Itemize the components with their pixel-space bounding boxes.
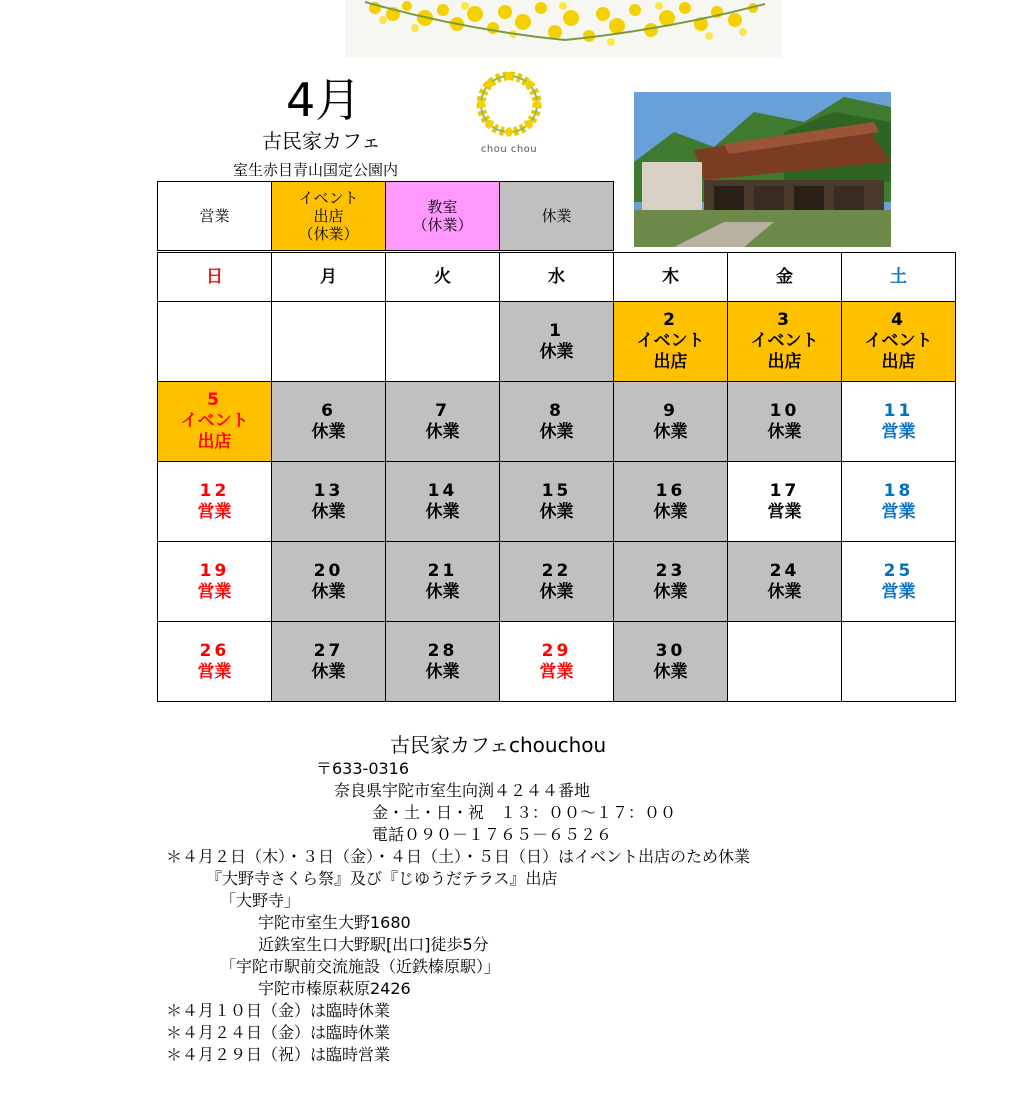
day-status: イベント 出店	[750, 331, 819, 372]
day-number: 24	[769, 560, 800, 581]
day-cell-14	[386, 462, 500, 542]
day-status: 営業	[539, 661, 574, 682]
week-row	[158, 542, 956, 622]
day-cell-9	[614, 382, 728, 462]
day-number: 9	[663, 400, 678, 421]
day-cell-24	[728, 542, 842, 622]
cafe-logo	[472, 66, 546, 162]
weekday-0	[158, 253, 272, 302]
day-number: 7	[435, 400, 450, 421]
info-note-closed-10: ＊４月１０日（金）は臨時休業	[166, 1001, 391, 1020]
day-status: 休業	[653, 581, 688, 602]
day-cell-22	[500, 542, 614, 622]
day-number: 10	[769, 400, 800, 421]
day-cell-11	[842, 382, 956, 462]
legend-closed	[500, 182, 614, 251]
day-number: 3	[777, 310, 792, 330]
weekday-6	[842, 253, 956, 302]
day-number: 17	[769, 480, 800, 501]
day-status: 営業	[881, 581, 916, 602]
day-status: 休業	[767, 581, 802, 602]
legend-class-label: 教室 （休業）	[412, 198, 473, 234]
day-cell-18	[842, 462, 956, 542]
mimosa-banner	[345, 0, 782, 57]
info-title: 古民家カフェchouchou	[390, 733, 607, 757]
day-cell-26	[158, 622, 272, 702]
day-number: 6	[321, 400, 336, 421]
day-cell-2	[614, 302, 728, 382]
day-status: イベント 出店	[864, 331, 933, 372]
weekday-label: 火	[434, 266, 451, 287]
weekday-label: 土	[890, 266, 907, 287]
weekday-label: 日	[206, 266, 223, 287]
day-status: イベント 出店	[636, 331, 705, 372]
empty-day-cell	[386, 302, 500, 382]
day-cell-19	[158, 542, 272, 622]
cafe-name: 古民家カフェ	[262, 129, 381, 153]
empty-day-cell	[272, 302, 386, 382]
day-number: 22	[541, 560, 572, 581]
info-venue1-access: 近鉄室生口大野駅[出口]徒歩5分	[258, 935, 489, 954]
empty-day-cell	[842, 622, 956, 702]
weekday-1	[272, 253, 386, 302]
day-cell-23	[614, 542, 728, 622]
day-number: 14	[427, 480, 458, 501]
day-status: 営業	[881, 421, 916, 442]
info-note-closed-24: ＊４月２４日（金）は臨時休業	[166, 1023, 391, 1042]
day-cell-3	[728, 302, 842, 382]
day-number: 27	[313, 640, 344, 661]
weekday-label: 水	[548, 266, 565, 287]
day-number: 26	[199, 640, 230, 661]
legend-closed-label: 休業	[541, 207, 572, 225]
day-cell-7	[386, 382, 500, 462]
day-cell-13	[272, 462, 386, 542]
weekday-2	[386, 253, 500, 302]
day-number: 19	[199, 560, 230, 581]
info-hours: 金・土・日・祝 １３：００～１７：００	[372, 803, 677, 822]
info-phone: 電話０９０－１７６５－６５２６	[372, 825, 613, 844]
day-cell-29	[500, 622, 614, 702]
day-status: 休業	[311, 501, 346, 522]
day-cell-8	[500, 382, 614, 462]
day-cell-30	[614, 622, 728, 702]
day-number: 5	[207, 390, 222, 410]
day-status: 休業	[539, 421, 574, 442]
info-note-event: ＊４月２日（木）・３日（金）・４日（土）・５日（日）はイベント出店のため休業	[166, 847, 751, 866]
week-row	[158, 302, 956, 382]
day-number: 21	[427, 560, 458, 581]
legend-event	[272, 182, 386, 251]
day-cell-1	[500, 302, 614, 382]
day-cell-28	[386, 622, 500, 702]
day-number: 29	[541, 640, 572, 661]
weekday-3	[500, 253, 614, 302]
legend-event-label: イベント 出店 （休業）	[298, 189, 359, 243]
day-cell-10	[728, 382, 842, 462]
day-cell-5	[158, 382, 272, 462]
day-cell-27	[272, 622, 386, 702]
day-status: 営業	[197, 581, 232, 602]
info-address: 奈良県宇陀市室生向渕４２４４番地	[334, 781, 591, 800]
day-status: 休業	[425, 581, 460, 602]
day-status: 休業	[653, 421, 688, 442]
day-number: 23	[655, 560, 686, 581]
day-number: 16	[655, 480, 686, 501]
info-venue2-addr: 宇陀市榛原萩原2426	[258, 979, 411, 998]
day-number: 30	[655, 640, 686, 661]
week-row	[158, 462, 956, 542]
day-status: 休業	[311, 581, 346, 602]
weekday-4	[614, 253, 728, 302]
day-status: 営業	[197, 661, 232, 682]
info-venue1-name: 「大野寺」	[220, 891, 301, 910]
month-title: 4月	[286, 73, 362, 127]
day-cell-17	[728, 462, 842, 542]
day-status: 休業	[425, 421, 460, 442]
day-number: 1	[549, 320, 564, 341]
day-status: 休業	[311, 421, 346, 442]
info-note-open-29: ＊４月２９日（祝）は臨時営業	[166, 1045, 391, 1064]
day-number: 11	[883, 400, 914, 421]
day-number: 4	[891, 310, 906, 330]
week-row	[158, 382, 956, 462]
day-status: 休業	[311, 661, 346, 682]
day-number: 15	[541, 480, 572, 501]
info-postal: 〒633-0316	[316, 759, 410, 778]
day-number: 12	[199, 480, 230, 501]
day-status: 休業	[539, 341, 574, 362]
day-number: 28	[427, 640, 458, 661]
legend-open-label: 営業	[199, 207, 230, 225]
week-row	[158, 622, 956, 702]
day-cell-12	[158, 462, 272, 542]
day-status: 休業	[653, 661, 688, 682]
day-cell-25	[842, 542, 956, 622]
day-cell-15	[500, 462, 614, 542]
weekday-header-row	[158, 253, 956, 302]
day-cell-4	[842, 302, 956, 382]
day-status: イベント 出店	[180, 411, 249, 452]
day-number: 8	[549, 400, 564, 421]
day-status: 営業	[881, 501, 916, 522]
day-cell-21	[386, 542, 500, 622]
day-number: 25	[883, 560, 914, 581]
legend-open	[158, 182, 272, 251]
info-venue1-addr: 宇陀市室生大野1680	[258, 913, 411, 932]
day-number: 13	[313, 480, 344, 501]
day-status: 休業	[653, 501, 688, 522]
day-status: 営業	[197, 501, 232, 522]
logo-text: chou chou	[480, 144, 538, 155]
day-number: 2	[663, 310, 678, 330]
weekday-label: 金	[776, 266, 793, 287]
day-number: 18	[883, 480, 914, 501]
day-status: 休業	[425, 661, 460, 682]
legend-table	[157, 181, 614, 251]
cafe-photo	[634, 92, 891, 247]
mimosa-wreath-icon	[472, 66, 546, 142]
legend-class	[386, 182, 500, 251]
empty-day-cell	[158, 302, 272, 382]
day-status: 休業	[539, 501, 574, 522]
info-venue2-name: 「宇陀市駅前交流施設（近鉄榛原駅）」	[220, 957, 501, 976]
day-cell-16	[614, 462, 728, 542]
day-status: 休業	[767, 421, 802, 442]
day-cell-20	[272, 542, 386, 622]
weekday-label: 木	[662, 266, 679, 287]
info-note-event-sub: 『大野寺さくら祭』及び『じゆうだテラス』出店	[206, 869, 558, 888]
day-status: 休業	[425, 501, 460, 522]
day-status: 休業	[539, 581, 574, 602]
day-cell-6	[272, 382, 386, 462]
calendar-table	[157, 252, 956, 702]
weekday-5	[728, 253, 842, 302]
weekday-label: 月	[320, 266, 337, 287]
day-number: 20	[313, 560, 344, 581]
day-status: 営業	[767, 501, 802, 522]
empty-day-cell	[728, 622, 842, 702]
location-text: 室生赤目青山国定公園内	[233, 161, 399, 179]
